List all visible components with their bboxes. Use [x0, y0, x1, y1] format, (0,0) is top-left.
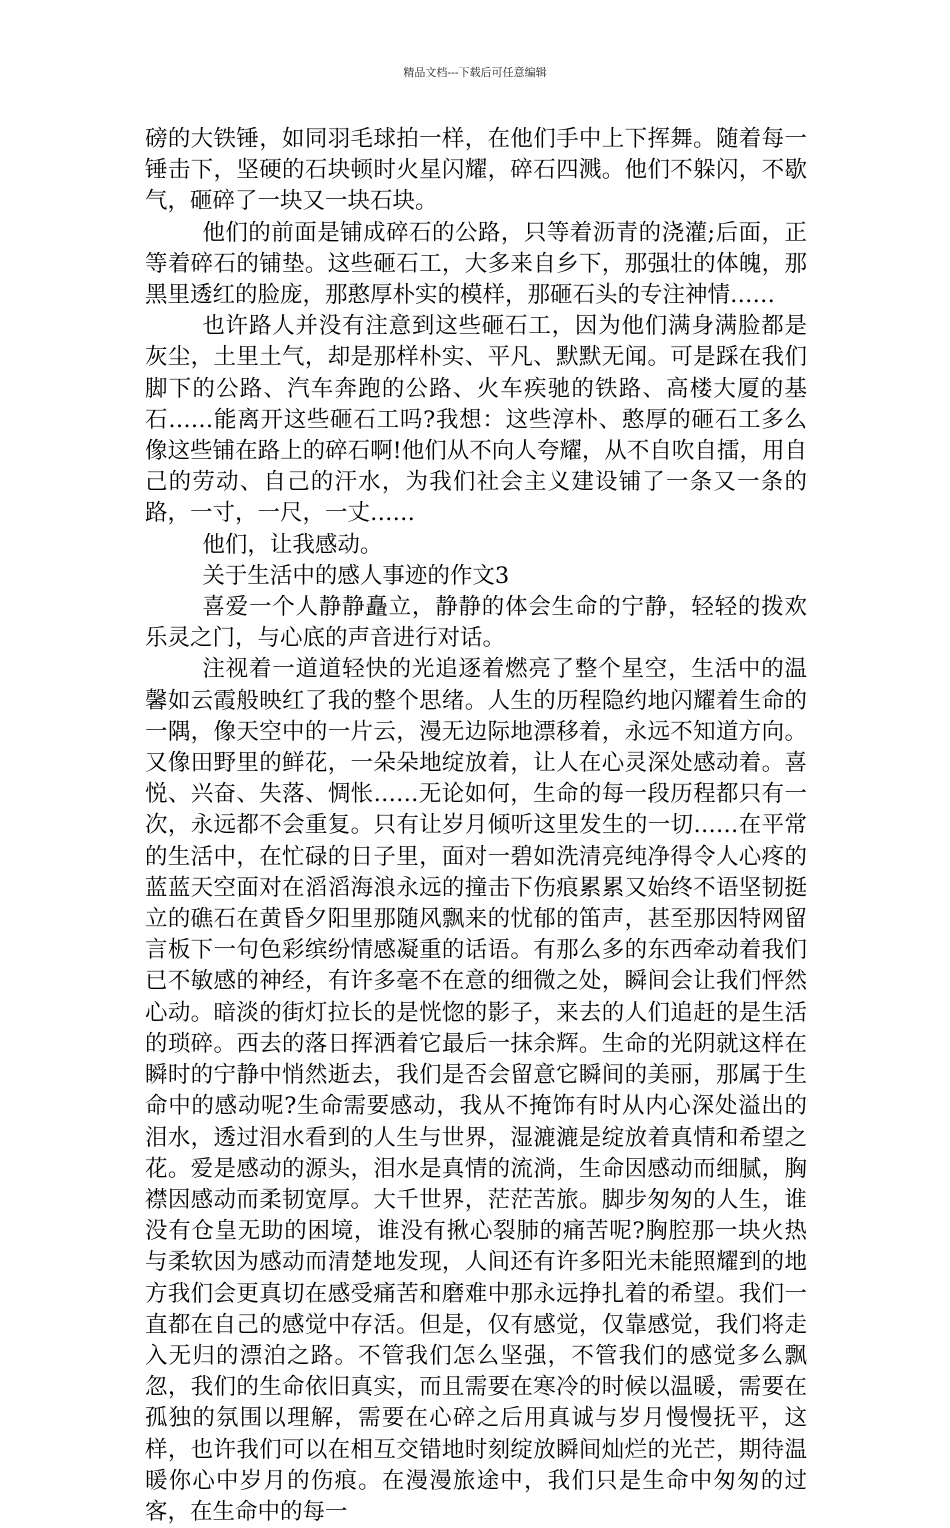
paragraph-they-move-me: 他们，让我感动。: [202, 531, 383, 558]
paragraph-gazing-light: 注视着一道道轻快的光追逐着燃亮了整个星空，生活中的温馨如云霞般映红了我的整个思绪。人生的历程隐约地闪耀着生命的一隅，像天空中的一片云，漫无边际地漂移着，永远不知道方向。又像田野里的鲜花，一朵朵地绽放着，让人在心灵深处感动着。喜悦、兴奋、失落、惆怅……无论如何，生命的每一段历程都只有一次，永远都不会重复。只有让岁月倾听这里发生的一切……在平常的生活中，在忙碌的日子里，面对一碧如洗清亮纯净得令人心疼的蓝蓝天空面对在滔滔海浪永远的撞击下伤痕累累又始终不语坚韧挺立的礁石在黄昏夕阳里那随风飘来的忧郁的笛声，甚至那因特网留言板下一句色彩缤纷情感凝重的话语。有那么多的东西牵动着我们已不敏感的神经，有许多毫不在意的细微之处，瞬间会让我们怦然心动。暗淡的街灯拉长的是恍惚的影子，来去的人们追赶的是生活的琐碎。西去的落日挥洒着它最后一抹余辉。生命的光阴就这样在瞬时的宁静中悄然逝去，我们是否会留意它瞬间的美丽，那属于生命中的感动呢?生命需要感动，我从不掩饰有时从内心深处溢出的泪水，透过泪水看到的人生与世界，湿漉漉是绽放着真情和希望之花。爱是感动的源头，泪水是真情的流淌，生命因感动而细腻，胸襟因感动而柔韧宽厚。大千世界，茫茫苦旅。脚步匆匆的人生，谁没有仓皇无助的困境，谁没有揪心裂肺的痛苦呢?胸腔那一块火热与柔软因为感动而清楚地发现，人间还有许多阳光未能照耀到的地方我们会更真切在感受痛苦和磨难中那永远挣扎着的希望。我们一直都在自己的感觉中存活。但是，仅有感觉，仅靠感觉，我们将走入无归的漂泊之路。不管我们怎么坚强，不管我们的感觉多么飘忽，我们的生命依旧真实，而且需要在寒冷的时候以温暖，需要在孤独的氛围以理解，需要在心碎之后用真诚与岁月慢慢抚平，这样，也许我们可以在相互交错地时刻绽放瞬间灿烂的光芒，期待温暖你心中岁月的伤痕。在漫漫旅途中，我们只是生命中匆匆的过客，在生命中的每一: [145, 656, 807, 1525]
paragraph-stand-quietly: 喜爱一个人静静矗立，静静的体会生命的宁静，轻轻的拨欢乐灵之门，与心底的声音进行对话。: [145, 594, 807, 652]
paragraph-stone-hammer: 磅的大铁锤，如同羽毛球拍一样，在他们手中上下挥舞。随着每一锤击下，坚硬的石块顿时火星闪耀，碎石四溅。他们不躲闪，不歇气，砸碎了一块又一块石块。: [145, 126, 807, 215]
page-header: 精品文档---下载后可任意编辑: [403, 66, 547, 79]
essay-3-title: 关于生活中的感人事迹的作文3: [202, 562, 510, 589]
paragraph-road-ahead: 他们的前面是铺成碎石的公路，只等着沥青的浇灌;后面，正等着碎石的铺垫。这些砸石工，大多来自乡下，那强壮的体魄，那黑里透红的脸庞，那憨厚朴实的模样，那砸石头的专注神情……: [145, 219, 807, 309]
document-body: [145, 124, 807, 1528]
paragraph-passersby: 也许路人并没有注意到这些砸石工，因为他们满身满脸都是灰尘，土里土气，却是那样朴实、平凡、默默无闻。可是踩在我们脚下的公路、汽车奔跑的公路、火车疾驰的铁路、高楼大厦的基石……能离开这些砸石工吗?我想：这些淳朴、憨厚的砸石工多么像这些铺在路上的碎石啊!他们从不向人夸耀，从不自吹自擂，用自己的劳动、自己的汗水，为我们社会主义建设铺了一条又一条的路，一寸，一尺，一丈……: [145, 313, 807, 527]
